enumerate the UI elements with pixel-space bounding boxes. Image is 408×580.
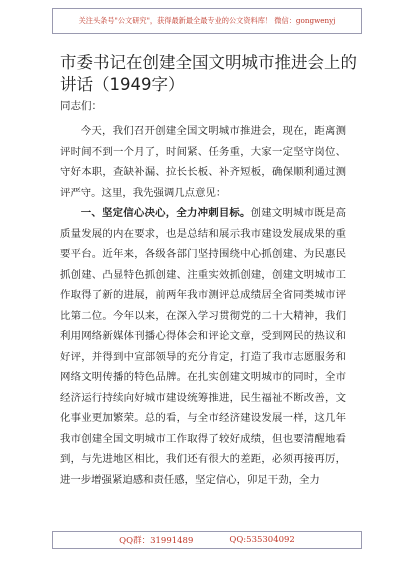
paragraph-2-body: 创建文明城市既是高质量发展的内在要求，也是总结和展示我市建设发展成果的重要平台。近年来，各级各部门坚持围绕中心抓创建、为民惠民抓创建、凸显特色抓创建、注重实效抓创建，创建文明城市工作取得了新的进展，前两年我市测评总成绩居全省同类城市评比第二位。今年以来，在深入学习贯彻党的二十大精神，我们利用网络新媒体刊播心得体会和评论文章，受到网民的热议和好评，并得到中宣部领导的充分肯定，打造了我市志愿服务和网络文明传播的特色品牌。在扎实创建文明城市的同时，全市经济运行持续向好城市建设统筹推进，民生福祉不断改善，文化事业更加繁荣。总的看，与全市经济建设发展一样，这几年我市创建全国文明城市工作取得了较好成绩，但也要清醒地看到，与先进地区相比，我们还有很大的差距，必须再接再厉，进一步增强紧迫感和责任感，坚定信心，卯足干劲，全力 xyxy=(60,207,346,486)
paragraph-2 xyxy=(60,203,346,490)
footer-qq-group: QQ群：31991489 xyxy=(119,536,194,546)
header-banner-text: 关注头条号"公文研究"，获得最新最全最专业的公文资料库！ 微信：gongwenyj xyxy=(78,16,336,25)
salutation: 同志们： xyxy=(60,100,102,112)
footer-banner xyxy=(52,531,362,549)
section-heading-1: 一、坚定信心决心，全力冲刺目标。 xyxy=(80,207,251,219)
document-title: 市委书记在创建全国文明城市推进会上的讲话（1949字） xyxy=(60,53,357,94)
header-banner xyxy=(52,8,362,34)
document-body xyxy=(60,121,346,490)
paragraph-1: 今天，我们召开创建全国文明城市推进会，现在，距离测评时间不到一个月了，时间紧、任务重，大家一定坚守岗位、守好本职，查缺补漏、拉长长板、补齐短板，确保顺利通过测评严守。这里，我先强调几点意见： xyxy=(60,125,346,199)
footer-qq-number: QQ:535304092 xyxy=(229,535,295,545)
